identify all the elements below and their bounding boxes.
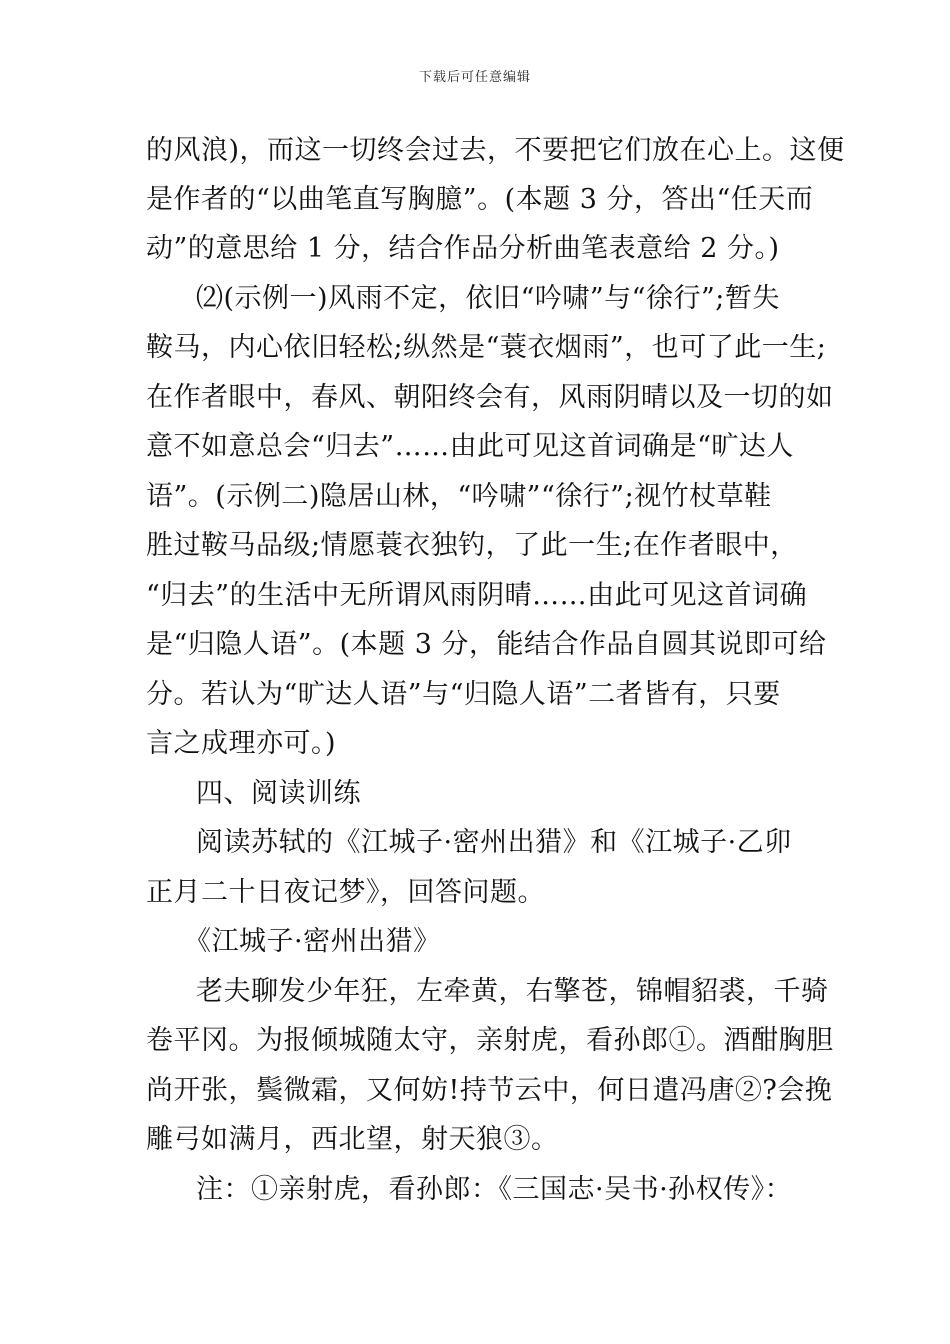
poem-title: 《江城子·密州出猎》 — [184, 926, 441, 957]
text-line: 正月二十日夜记梦》，回答问题。 — [146, 877, 545, 908]
text-line: 尚开张，鬓微霜，又何妨!持节云中，何日遣冯唐②?会挽 — [146, 1075, 833, 1106]
text-line: 言之成理亦可。) — [146, 728, 337, 759]
text-line: “归去”的生活中无所谓风雨阴晴……由此可见这首词确 — [146, 580, 808, 611]
text-line: 胜过鞍马品级;情愿蓑衣独钓，了此一生;在作者眼中， — [146, 530, 798, 561]
text-line: 鞍马，内心依旧轻松;纵然是“蓑衣烟雨”，也可了此一生; — [146, 332, 827, 363]
section-heading: 四、阅读训练 — [196, 778, 361, 809]
text-line: 阅读苏轼的《江城子·密州出猎》和《江城子·乙卯 — [196, 827, 792, 858]
text-line: ⑵(示例一)风雨不定，依旧“吟啸”与“徐行”;暂失 — [196, 283, 780, 314]
text-line: 分。若认为“旷达人语”与“归隐人语”二者皆有，只要 — [146, 679, 781, 710]
text-line: 的风浪)，而这一切终会过去，不要把它们放在心上。这便 — [146, 135, 845, 166]
text-line: 动”的意思给 1 分，结合作品分析曲笔表意给 2 分。) — [146, 233, 780, 264]
text-line: 雕弓如满月，西北望，射天狼③。 — [146, 1124, 559, 1155]
text-line: 意不如意总会“归去”……由此可见这首词确是“旷达人 — [146, 431, 794, 462]
text-line: 是“归隐人语”。(本题 3 分，能结合作品自圆其说即可给 — [146, 629, 827, 660]
text-line: 注：①亲射虎，看孙郎：《三国志·吴书·孙权传》： — [196, 1174, 793, 1205]
text-line: 是作者的“以曲笔直写胸臆”。(本题 3 分，答出“任天而 — [146, 184, 814, 215]
page-header: 下载后可任意编辑 — [418, 70, 531, 85]
text-line: 老夫聊发少年狂，左牵黄，右擎苍，锦帽貂裘，千骑 — [196, 976, 829, 1007]
text-line: 在作者眼中，春风、朝阳终会有，风雨阴晴以及一切的如 — [146, 382, 834, 413]
text-line: 卷平冈。为报倾城随太守，亲射虎，看孙郎①。酒酣胸胆 — [146, 1025, 834, 1056]
text-line: 语”。(示例二)隐居山林，“吟啸”“徐行”;视竹杖草鞋 — [146, 481, 772, 512]
